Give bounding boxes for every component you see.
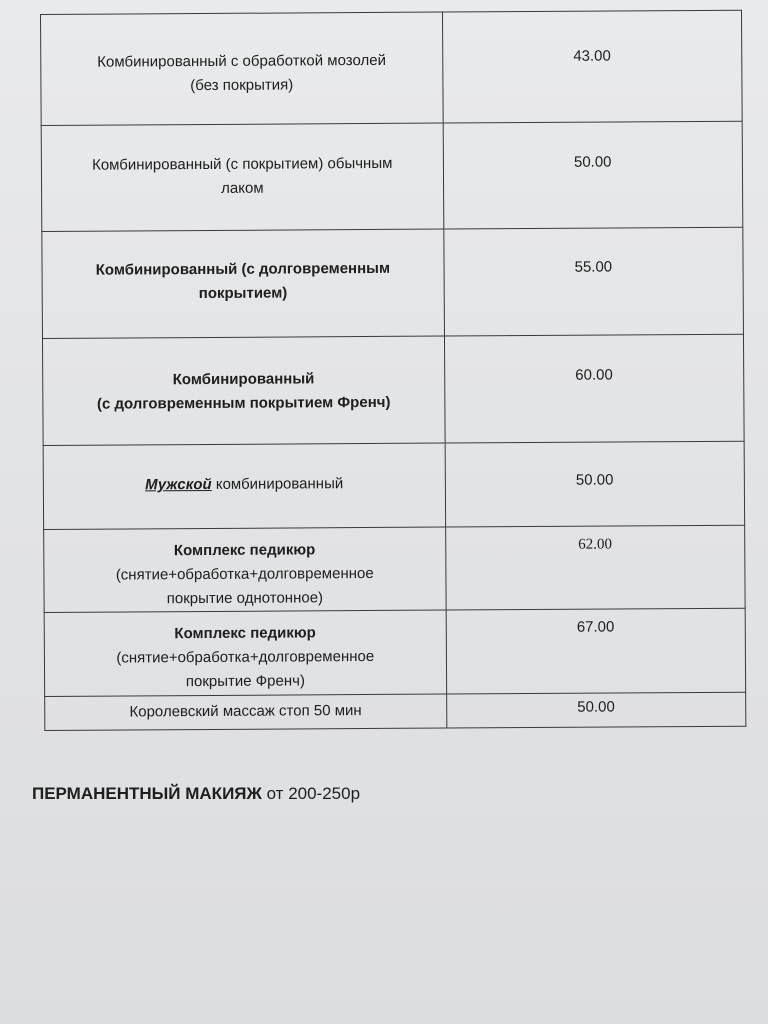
service-line: (снятие+обработка+долговременное: [115, 564, 374, 584]
service-cell: [42, 229, 444, 338]
permanent-makeup-price: от 200-250р: [261, 784, 361, 803]
price-cell: [445, 441, 745, 527]
table-row: [42, 227, 744, 338]
service-line: (снятие+обработка+долговременное: [116, 647, 375, 667]
permanent-makeup-title: ПЕРМАНЕНТНЫЙ МАКИЯЖ: [32, 784, 262, 803]
price-table: [40, 10, 746, 731]
price-value: 55.00: [574, 258, 613, 276]
service-cell: [45, 694, 447, 730]
price-cell: [446, 608, 746, 694]
service-cell: [41, 12, 443, 125]
service-cell: [42, 336, 444, 445]
service-line: покрытие однотонное): [166, 589, 324, 608]
table-row: [41, 121, 743, 231]
price-value: 50.00: [575, 471, 614, 489]
price-cell: [444, 334, 744, 443]
price-value: 43.00: [573, 47, 611, 65]
service-line: Королевский массаж стоп 50 мин: [129, 702, 362, 721]
price-value: 62.00: [578, 536, 612, 553]
price-cell: [445, 525, 745, 610]
permanent-makeup-line: [32, 784, 360, 804]
table-row: [42, 334, 744, 445]
service-line: Комплекс педикюр: [173, 541, 316, 560]
price-cell: [443, 227, 743, 336]
service-line: Комбинированный с обработкой мозолей: [97, 51, 386, 71]
service-line: лаком: [221, 179, 264, 197]
service-line: (без покрытия): [190, 76, 294, 95]
table-row: [43, 441, 745, 529]
service-cell: [44, 610, 446, 696]
service-line: (с долговременным покрытием Френч): [96, 393, 391, 413]
service-line: Комбинированный (с долговременным: [95, 259, 391, 279]
service-line: Комбинированный (с покрытием) обычным: [91, 154, 393, 174]
table-row: [41, 10, 743, 125]
price-value: 60.00: [575, 366, 613, 384]
service-line: Комплекс педикюр: [174, 624, 316, 643]
price-cell: [442, 10, 742, 123]
table-row: [44, 525, 745, 612]
service-cell: [43, 443, 445, 529]
mens-label: Мужской: [145, 475, 212, 494]
service-cell: [44, 527, 446, 612]
table-row: [44, 608, 746, 696]
service-line: покрытием): [198, 284, 288, 303]
price-value: 50.00: [577, 698, 615, 716]
service-line: [54, 472, 435, 498]
price-value: 50.00: [573, 153, 612, 171]
service-line: Комбинированный: [172, 370, 315, 389]
price-value: 67.00: [576, 618, 615, 636]
price-cell: [446, 692, 746, 728]
price-cell: [443, 121, 743, 229]
service-line-rest: комбинированный: [211, 475, 344, 493]
service-line: покрытие Френч): [185, 672, 305, 691]
table-row: [45, 692, 746, 730]
service-cell: [41, 123, 443, 231]
